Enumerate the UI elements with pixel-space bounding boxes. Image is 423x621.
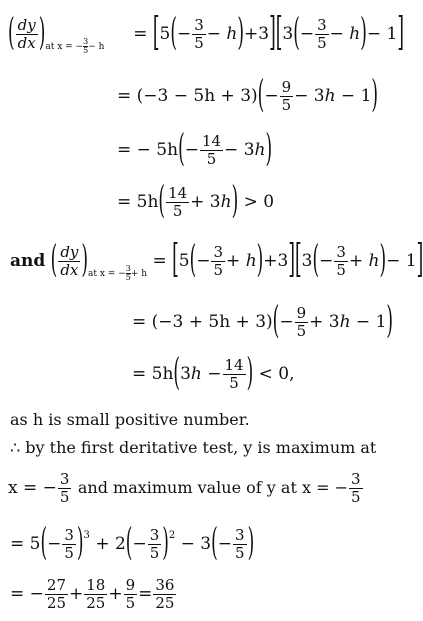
equation-line-7: = 5h(3h − $\frac{14}{5}$ ) < 0, <box>132 351 295 396</box>
equation-line-final: = − $\frac{27}{25}$ + $\frac{18}{25}$ + $\frac{9}{5}$ = $\frac{36}{25}$ <box>10 576 175 612</box>
equation-line-1: ( $\frac{dy}{dx}$ )$_{at x = - \frac{3}{5} - h} = [5(-$ $\frac{3}{5}$ − h)+3][3(− $\frac{3}{5}$ − h)− 1] <box>8 10 404 57</box>
equation-line-2: = (−3 − 5h + 3)(− $\frac{9}{5}$ − 3h − 1) <box>117 73 379 118</box>
equation-line-3: = − 5h(− $\frac{14}{5}$ − 3h) <box>117 127 273 172</box>
equation-line-6: = (−3 + 5h + 3)(− $\frac{9}{5}$ + 3h − 1) <box>132 299 394 344</box>
text-therefore: ∴ by the first deritative test, y is maximum at <box>10 438 377 457</box>
subscript-2: at x = − 3 5 + h <box>88 264 148 282</box>
subscript-1: at x = − 3 5 − h <box>45 37 105 55</box>
equation-line-5: and ( $\frac{dy}{dx}$ )$_{at x = - \frac{3}{5} + h} = [5(-$ $\frac{3}{5}$ + h)+3][3(− $\frac{3}{5}$ + h)− 1] <box>10 237 423 284</box>
equation-line-value: = 5(− $\frac{3}{5}$ )$^3$ + 2(− $\frac{3}{5}$ )$^2$ − 3(− $\frac{3}{5}$ ) <box>10 521 255 566</box>
equation-line-4: = 5h( $\frac{14}{5}$ + 3h) > 0 <box>117 179 275 224</box>
equation-line-max: x = − $\frac{3}{5}$ and maximum value of y at x = − $\frac{3}{5}$ <box>8 470 361 506</box>
text-small-positive: as h is small positive number. <box>10 410 250 429</box>
